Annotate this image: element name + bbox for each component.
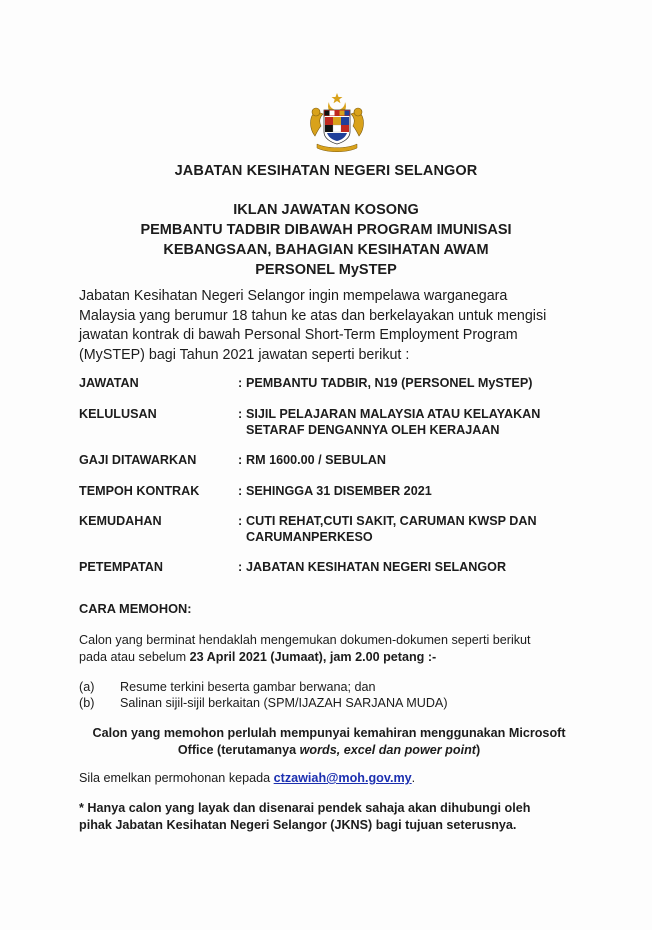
title-line: PEMBANTU TADBIR DIBAWAH PROGRAM IMUNISASI <box>140 222 512 238</box>
detail-colon: : <box>238 484 243 498</box>
cara-memohon-heading: CARA MEMOHON: <box>79 601 192 616</box>
intro-paragraph <box>79 287 575 365</box>
apply-line <box>79 649 579 666</box>
list-text: Salinan sijil-sijil berkaitan (SPM/IJAZAH SARJANA MUDA) <box>120 696 448 710</box>
note-text: ) <box>475 743 481 757</box>
detail-value-line: SEHINGGA 31 DISEMBER 2021 <box>246 484 432 498</box>
detail-colon: : <box>238 376 243 390</box>
intro-line: Jabatan Kesihatan Negeri Selangor ingin mempelawa warganegara <box>79 288 508 304</box>
detail-label: GAJI DITAWARKAN <box>79 453 197 467</box>
detail-colon: : <box>238 560 243 574</box>
footnote-line: pihak Jabatan Kesihatan Negeri Selangor (JKNS) bagi tujuan seterusnya. <box>79 818 517 832</box>
email-instruction <box>79 771 415 785</box>
title-line: IKLAN JAWATAN KOSONG <box>233 202 419 218</box>
list-item <box>79 679 579 695</box>
skills-note <box>79 725 579 759</box>
email-suffix: . <box>411 771 416 785</box>
apply-line-text: pada atau sebelum <box>79 650 190 664</box>
footnote <box>79 800 579 834</box>
note-line: Calon yang memohon perlulah mempunyai kemahiran menggunakan Microsoft <box>92 726 566 740</box>
detail-label: JAWATAN <box>79 376 139 390</box>
list-marker: (b) <box>79 696 95 710</box>
malaysia-coat-of-arms-icon <box>307 92 367 154</box>
detail-value-line: CUTI REHAT,CUTI SAKIT, CARUMAN KWSP DAN <box>246 514 537 528</box>
detail-label: TEMPOH KONTRAK <box>79 484 200 498</box>
detail-value-text <box>246 375 581 391</box>
footnote-line: * Hanya calon yang layak dan disenarai pendek sahaja akan dihubungi oleh <box>79 801 531 815</box>
detail-value-line: SETARAF DENGANNYA OLEH KERAJAAN <box>246 423 500 437</box>
apply-line: Calon yang berminat hendaklah mengemukan dokumen-dokumen seperti berikut <box>79 633 531 647</box>
detail-value-text <box>246 452 581 468</box>
list-text: Resume terkini beserta gambar berwana; dan <box>120 680 376 694</box>
detail-label: PETEMPATAN <box>79 560 163 574</box>
list-marker: (a) <box>79 680 95 694</box>
detail-value-text <box>246 406 581 438</box>
document-list <box>79 679 579 711</box>
title-line: PERSONEL MySTEP <box>255 262 397 278</box>
detail-value-text <box>246 483 581 499</box>
detail-colon: : <box>238 407 243 421</box>
note-text: Office (terutamanya <box>177 743 300 757</box>
job-title-block <box>0 200 652 280</box>
detail-label: KELULUSAN <box>79 407 157 421</box>
detail-value-text <box>246 513 581 545</box>
intro-line: jawatan kontrak di bawah Personal Short-Term Employment Program <box>79 327 518 343</box>
detail-value-line: JABATAN KESIHATAN NEGERI SELANGOR <box>246 560 507 574</box>
email-link[interactable]: ctzawiah@moh.gov.my <box>273 771 412 785</box>
note-line <box>79 742 579 759</box>
apply-paragraph <box>79 632 579 666</box>
detail-colon: : <box>238 453 243 467</box>
deadline-text: 23 April 2021 (Jumaat), jam 2.00 petang :- <box>189 650 437 664</box>
detail-value-line: CARUMANPERKESO <box>246 530 373 544</box>
title-line: KEBANGSAAN, BAHAGIAN KESIHATAN AWAM <box>163 242 489 258</box>
note-italic: words, excel dan power point <box>299 743 476 757</box>
detail-value-line: SIJIL PELAJARAN MALAYSIA ATAU KELAYAKAN <box>246 407 541 421</box>
intro-line: Malaysia yang berumur 18 tahun ke atas dan berkelayakan untuk mengisi <box>79 307 547 324</box>
intro-line: (MySTEP) bagi Tahun 2021 jawatan seperti berikut : <box>79 346 410 363</box>
detail-label: KEMUDAHAN <box>79 514 162 528</box>
detail-colon: : <box>238 514 243 528</box>
department-heading: JABATAN KESIHATAN NEGERI SELANGOR <box>174 163 478 179</box>
detail-value-line: PEMBANTU TADBIR, N19 (PERSONEL MySTEP) <box>246 376 533 390</box>
list-item <box>79 695 579 711</box>
detail-value-line: RM 1600.00 / SEBULAN <box>246 453 386 467</box>
email-prefix: Sila emelkan permohonan kepada <box>79 771 274 785</box>
detail-value-text <box>246 559 581 575</box>
